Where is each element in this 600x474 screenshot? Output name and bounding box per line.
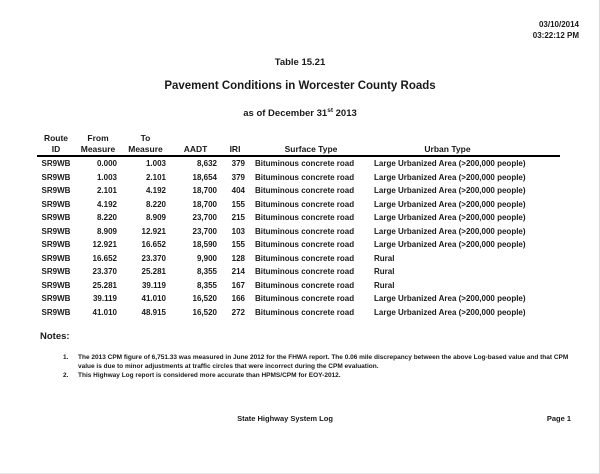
note-item [63,353,578,371]
note-text: The 2013 CPM figure of 6,751.33 was measured in June 2012 for the FHWA report. The 0.06 mile discrepancy between the above Log-based value and that CPM value is due to minor adjustments at traffic circles that were incorrect during the CPM evaluation. [78,354,569,370]
cell-urban-type: Large Urbanized Area (>200,000 people) [374,159,526,168]
cell-urban-type: Large Urbanized Area (>200,000 people) [374,186,526,195]
column-header-to-measure: To Measure [121,133,170,156]
cell-route-id: SR9WB [41,172,71,182]
column-header-surface-type: Surface Type [249,133,373,156]
cell-from-measure: 23.370 [92,267,117,276]
column-header-aadt: AADT [170,133,221,156]
note-number: 2. [63,372,69,379]
table-row [37,225,560,239]
cell-to-measure: 12.921 [141,226,166,236]
cell-aadt: 9,900 [196,253,217,263]
table-row [37,198,560,212]
column-header-iri: IRI [221,133,249,156]
cell-aadt: 8,632 [196,159,217,168]
cell-to-measure: 4.192 [145,186,166,195]
cell-route-id: SR9WB [41,213,71,222]
cell-iri: 379 [231,172,245,182]
cell-aadt: 18,654 [192,172,217,182]
table-body [37,156,560,319]
cell-from-measure: 1.003 [96,172,117,182]
cell-to-measure: 8.220 [145,199,166,209]
table-row [37,171,560,185]
cell-from-measure: 12.921 [92,240,117,249]
note-number: 1. [63,354,69,361]
cell-to-measure: 39.119 [141,280,166,290]
cell-iri: 155 [231,199,245,209]
cell-route-id: SR9WB [41,280,71,290]
cell-route-id: SR9WB [41,267,71,276]
note-item [63,371,578,380]
cell-urban-type: Large Urbanized Area (>200,000 people) [374,199,526,209]
timestamp-time: 03:22:12 PM [532,31,579,40]
cell-aadt: 23,700 [192,213,217,222]
table-row [37,211,560,225]
cell-from-measure: 8.909 [96,226,117,236]
table-row [37,279,560,293]
table-number: Table 15.21 [274,57,326,68]
cell-surface-type: Bituminous concrete road [255,307,355,317]
cell-surface-type: Bituminous concrete road [255,226,355,236]
cell-to-measure: 2.101 [145,172,166,182]
cell-route-id: SR9WB [41,294,71,303]
cell-aadt: 18,590 [192,240,217,249]
column-header-urban-type: Urban Type [373,133,560,156]
table-row [37,292,560,306]
cell-to-measure: 16.652 [141,240,166,249]
cell-iri: 103 [231,226,245,236]
subtitle-prefix: as of December 31 [243,108,328,120]
notes-list [63,353,578,380]
subtitle-ordinal: st [327,107,333,114]
table-header [37,133,560,156]
cell-from-measure: 16.652 [92,253,117,263]
cell-from-measure: 0.000 [96,159,117,168]
cell-iri: 404 [231,186,245,195]
print-timestamp [533,19,579,41]
cell-to-measure: 41.010 [141,294,166,303]
table-row [37,184,560,198]
table-row [37,156,560,171]
cell-route-id: SR9WB [41,253,71,263]
timestamp-date: 03/10/2014 [538,20,579,29]
cell-to-measure: 23.370 [141,253,166,263]
cell-aadt: 18,700 [192,199,217,209]
table-row [37,238,560,252]
cell-urban-type: Large Urbanized Area (>200,000 people) [374,307,526,317]
footer-page-number: Page 1 [546,414,571,423]
cell-from-measure: 39.119 [92,294,117,303]
cell-urban-type: Large Urbanized Area (>200,000 people) [374,172,526,182]
cell-from-measure: 4.192 [96,199,117,209]
cell-from-measure: 25.281 [92,280,117,290]
cell-route-id: SR9WB [41,226,71,236]
table-row [37,252,560,266]
cell-urban-type: Rural [374,280,395,290]
cell-surface-type: Bituminous concrete road [255,240,355,249]
footer-report-name: State Highway System Log [237,414,333,423]
cell-surface-type: Bituminous concrete road [255,213,355,222]
cell-from-measure: 8.220 [96,213,117,222]
cell-route-id: SR9WB [41,186,71,195]
cell-aadt: 18,700 [192,186,217,195]
cell-to-measure: 25.281 [141,267,166,276]
cell-urban-type: Rural [374,253,395,263]
cell-route-id: SR9WB [41,159,71,168]
page-subtitle [0,107,600,119]
page-title: Pavement Conditions in Worcester County Roads [164,80,436,92]
cell-from-measure: 2.101 [96,186,117,195]
cell-surface-type: Bituminous concrete road [255,159,355,168]
cell-surface-type: Bituminous concrete road [255,253,355,263]
cell-surface-type: Bituminous concrete road [255,186,355,195]
cell-aadt: 8,355 [196,280,217,290]
table-row [37,265,560,279]
cell-urban-type: Large Urbanized Area (>200,000 people) [374,240,526,249]
cell-urban-type: Large Urbanized Area (>200,000 people) [374,294,526,303]
cell-aadt: 16,520 [192,307,217,317]
cell-route-id: SR9WB [41,307,71,317]
column-header-from-measure: From Measure [75,133,121,156]
cell-iri: 166 [231,294,245,303]
cell-urban-type: Large Urbanized Area (>200,000 people) [374,213,526,222]
cell-route-id: SR9WB [41,240,71,249]
cell-iri: 167 [231,280,245,290]
cell-surface-type: Bituminous concrete road [255,294,355,303]
cell-urban-type: Rural [374,267,395,276]
note-text: This Highway Log report is considered more accurate than HPMS/CPM for EOY-2012. [78,372,341,379]
table-row [37,306,560,320]
notes-heading: Notes: [40,331,70,342]
column-header-route-id: Route ID [37,133,75,156]
cell-aadt: 16,520 [192,294,217,303]
cell-iri: 215 [231,213,245,222]
cell-to-measure: 48.915 [141,307,166,317]
pavement-conditions-table [37,133,560,319]
cell-surface-type: Bituminous concrete road [255,267,355,276]
cell-surface-type: Bituminous concrete road [255,199,355,209]
cell-to-measure: 8.909 [145,213,166,222]
cell-iri: 155 [231,240,245,249]
cell-iri: 379 [231,159,245,168]
subtitle-suffix: 2013 [332,108,357,120]
cell-from-measure: 41.010 [92,307,117,317]
cell-iri: 272 [231,307,245,317]
cell-surface-type: Bituminous concrete road [255,172,355,182]
cell-urban-type: Large Urbanized Area (>200,000 people) [374,226,526,236]
cell-route-id: SR9WB [41,199,71,209]
cell-aadt: 8,355 [196,267,217,276]
cell-to-measure: 1.003 [145,159,166,168]
cell-surface-type: Bituminous concrete road [255,280,355,290]
cell-iri: 214 [231,267,245,276]
cell-iri: 128 [231,253,245,263]
cell-aadt: 23,700 [192,226,217,236]
